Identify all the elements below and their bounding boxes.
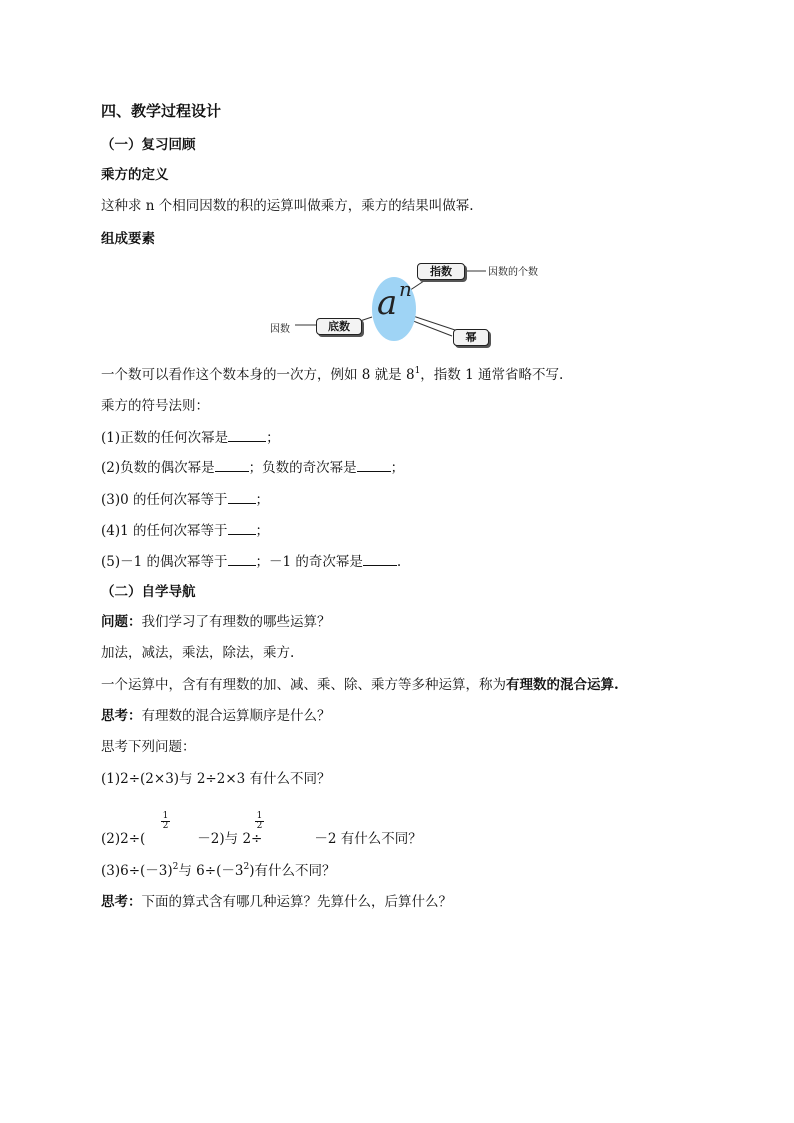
box-power: 幂	[453, 329, 489, 346]
subsection-self-study: （二）自学导航	[101, 584, 196, 600]
mixed-operations-definition: 一个运算中，含有有理数的加、减、乘、除、乘方等多种运算，称为有理数的混合运算.	[101, 677, 619, 693]
problem-2: (2)2÷( －2)与 2÷ －2 有什么不同？	[101, 831, 422, 847]
label-base: 因数	[270, 324, 290, 335]
elements-heading: 组成要素	[101, 231, 155, 247]
definition-text: 这种求 n 个相同因数的积的运算叫做乘方，乘方的结果叫做幂.	[101, 198, 474, 214]
fraction-half-1: $\frac{1}{2}$	[162, 811, 169, 831]
box-index: 指数	[417, 263, 465, 280]
subsection-review: （一）复习回顾	[101, 137, 196, 153]
fraction-half-2: $\frac{1}{2}$	[256, 811, 263, 831]
think-list-heading: 思考下列问题：	[101, 739, 196, 755]
think-1: 思考：有理数的混合运算顺序是什么？	[101, 708, 331, 724]
rule-4: (4)1 的任何次幂等于 ；	[101, 523, 270, 539]
rule-1: (1)正数的任何次幂是 ；	[101, 430, 280, 446]
operations-list: 加法，减法，乘法，除法，乘方.	[101, 645, 295, 661]
section-title: 四、教学过程设计	[101, 102, 222, 120]
rule-2: (2)负数的偶次幂是 ；负数的奇次幂是 ；	[101, 460, 405, 476]
sign-rules-heading: 乘方的符号法则：	[101, 398, 209, 414]
problem-1: (1)2÷(2×3)与 2÷2×3 有什么不同？	[101, 771, 331, 787]
definition-heading: 乘方的定义	[101, 167, 169, 183]
label-index: 因数的个数	[488, 267, 538, 278]
rule-5: (5)－1 的偶次幂等于 ；－1 的奇次幂是 .	[101, 554, 402, 570]
box-base: 底数	[316, 318, 362, 335]
problem-3: $(3)6\div(-3)^2$与 $6\div(-3^2)$有什么不同？	[101, 862, 336, 879]
base-letter: a	[377, 283, 398, 323]
question: 问题：我们学习了有理数的哪些运算？	[101, 614, 331, 630]
rule-3: (3)0 的任何次幂等于 ；	[101, 492, 270, 508]
power-diagram	[260, 255, 560, 350]
exponent-letter: n	[399, 277, 412, 301]
think-2: 思考：下面的算式含有哪几种运算？先算什么，后算什么？	[101, 894, 452, 910]
exponent-note: 一个数可以看作这个数本身的一次方，例如 8 就是 $8^1$，指数 1 通常省略不写.	[101, 366, 564, 383]
